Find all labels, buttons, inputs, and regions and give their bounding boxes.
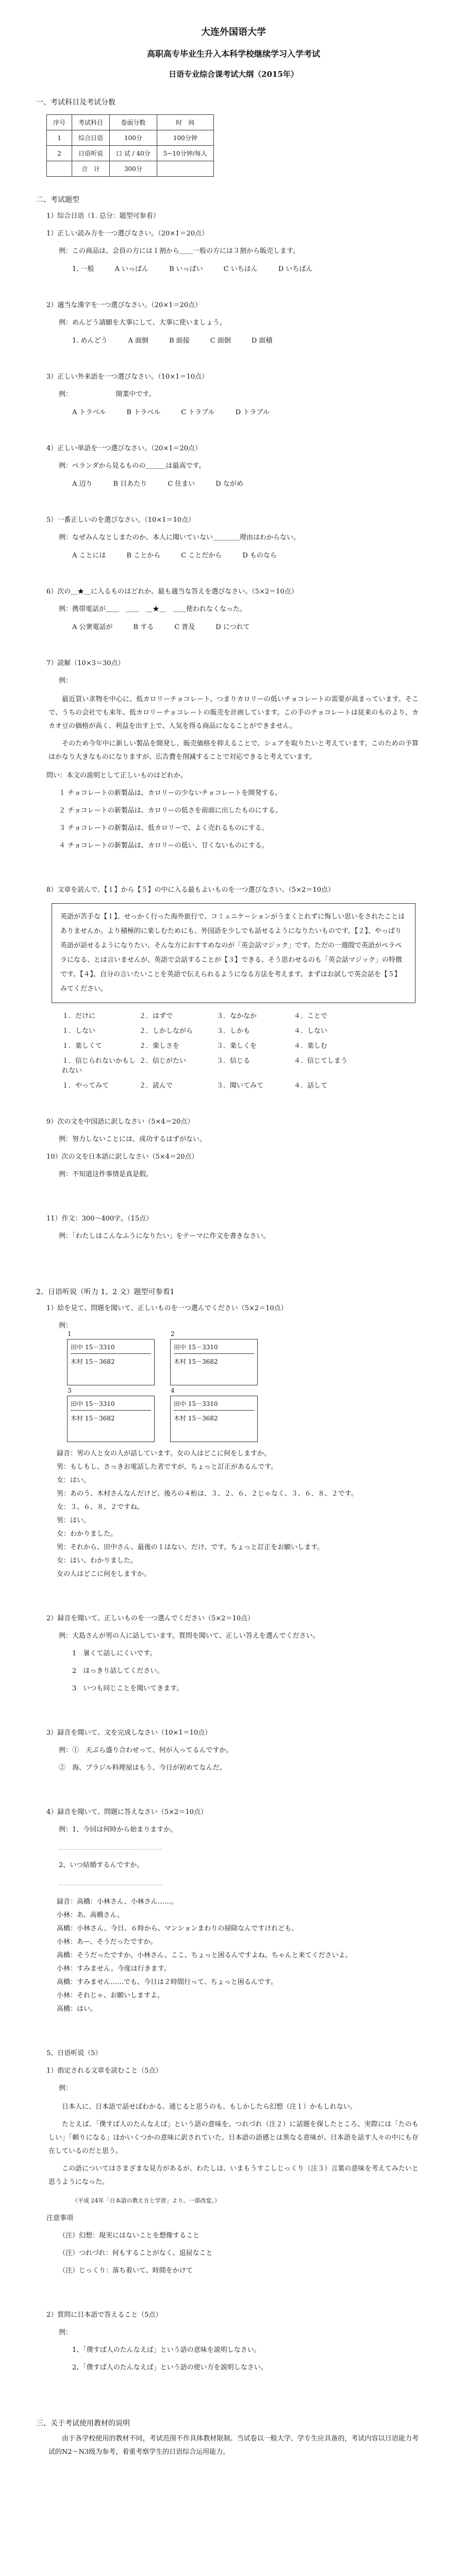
document-header [36,25,431,79]
example-1-10: 例：不知道这件事情是真是假。 [59,1171,153,1178]
dialogue-line: 小林：あ、高橋さん。 [57,1911,124,1919]
phone-card-grid [67,1330,431,1442]
option: ３．なかなか [216,1012,257,1020]
document-subtitle: 日语专业综合课考试大纲（2015年） [169,70,298,79]
options-1-2 [72,335,431,345]
question-1-3: 3）正しい外来語を一つ選びなさい。（10×1＝10点） [46,373,209,381]
example-l3: ② 海、ブラジル料理屋はもう、今日が初めてなんだ。 [59,1764,226,1772]
script-line: 男：はい。 [57,1517,91,1524]
reading-q2-item: 1、「僕すば人のたんなえば」という語の意味を説明しなさい。 [72,2346,261,2354]
phone-card [67,1330,155,1385]
dialogue-line: 小林：あー、そうだったですか。 [57,1938,157,1946]
phone-card [170,1387,258,1442]
example-label: 例： [59,2329,73,2336]
option: ２．信じがたい [139,1057,187,1065]
question-1-10: 10）次の文を日本語に訳しなさい（5×4＝20点） [46,1153,198,1161]
table-cell: 100分 [110,130,157,146]
example-1-1: 例：この商品は、会員の方には１割から＿＿一般の方には３割から販売します。 [59,247,299,255]
option: ３．信じる [216,1057,251,1065]
option: D につれて [215,623,250,631]
listening-question-2: 2）録音を聞いて、正しいものを一つ選んでください（5×2＝10点） [46,1615,254,1622]
question-1-8: 8）文章を読んで、【１】から【５】の中に入る最もよいものを一つ選びなさい。（5×2＝10点） [46,886,335,894]
option: １．楽しくて [62,1042,103,1050]
option: B いっぱい [169,265,203,273]
reading-paragraph: そのため今年中に新しい製品を開発し、販売価格を抑えることで、シェアを取りたいと考えています。このための予算はかなり大きなものになりますが、広告費を削減することで対応できると考えています。 [48,740,419,761]
example-label: 例： [59,2084,73,2092]
dialogue [57,1895,410,2016]
dialogue-line: 小林：すみません。今度は行きます。 [57,1965,171,1973]
table-cell: 100分钟 [157,130,213,146]
dialogue-line: 高橋：そうだったですか。小林さん、ここ、ちょっと困るんですよね。ちゃんと来てくださいよ。 [57,1952,352,1959]
question-1-5: 5）一番正しいのを選びなさい。（10×1＝10点） [46,516,195,524]
option: D ながめ [215,480,243,488]
option: ４．ことで [294,1012,328,1020]
table-row [47,146,214,161]
option: ４．楽しむ [294,1042,328,1050]
reading-question-2: 2）質問に日本語で答えること（5点） [46,2311,162,2319]
option: A トラベル [72,409,106,416]
example-l4: 例：1、今回は何時から始まりますか。 [59,1826,177,1834]
option: １．だけに [62,1012,96,1020]
options-1-6 [72,621,431,631]
option: B 面接 [169,337,190,345]
script-line: 女：はい。 [57,1477,91,1484]
option: 2 はっきり話してください。 [72,1667,164,1675]
options-1-4 [72,478,431,488]
option: 1. 一般 [72,265,94,273]
script-line: 男：もしもし、さっきお電話した者ですが、ちょっと訂正があるんです。 [57,1463,277,1471]
option: B トラベル [126,409,161,416]
table-cell: 口 试 / 40分 [110,146,157,161]
option: D いちばん [278,265,313,273]
reading-question: ２ チョコレートの新製品は、カロリーの低さを前面に出したものにする。 [59,807,282,815]
option: C 面倒 [210,337,231,345]
question-heading: 1）综合日语（1. 总分：题型可参看） [46,212,160,220]
option: ２．しかしながら [139,1027,193,1035]
script-line: 女：はい、わかりました。 [57,1557,138,1565]
table-cell: 综合日语 [72,130,110,146]
card-bottom: 木村 15－3682 [174,1358,218,1365]
section-heading-1: 一、考试科目及考试分数 [36,98,115,107]
reading-paragraph: 日本人に、日本語で話せばわかる、通じると思うのも、もしかしたら幻想（注１）かもしれない。 [62,2103,357,2111]
option: ４．信じてしまう [294,1057,348,1065]
exam-plan-table [46,114,214,177]
example-l3: 例：① 天ぷら盛り合わせって、何が入ってるんですか。 [59,1747,233,1754]
table-cell [157,161,213,177]
reading-q2-item: 2、「僕すば人のたんなえば」という語の使い方を説明しなさい。 [72,2364,268,2371]
example-l2: 例：大島さんが男の人に話しています。質問を聞いて、正しい答えを選んでください。 [59,1632,320,1640]
section-heading-2: 二、考试题型 [36,196,79,204]
option: １．信じられないかもしれない [62,1057,136,1075]
option: C 住まい [168,480,195,488]
table-row [47,161,214,177]
option: １．やってみて [62,1082,109,1090]
options-1-3 [72,406,431,416]
option: ３．しかも [216,1027,251,1035]
reading-paragraph: この語についてはさまざまな見方があるが、わたしは、いまもうすこしじっくり（注３）言葉の意味を考えてみたいと思うようになった。 [48,2165,419,2186]
option: 1 暑くて話しにくいです。 [72,1650,157,1657]
options-1-1 [72,263,431,273]
option: C ことだから [181,552,222,560]
document-title: 高职高专毕业生升入本科学校继续学习入学考试 [146,49,320,59]
card-number: 1 [68,1330,72,1337]
reading-question: ３ チョコレートの新製品は、低カロリーで、よく売れるものにする。 [59,824,269,832]
option: ２．楽しさを [139,1042,180,1050]
reading-source: （平成 24年「日本語の教え方と学習」より。一部改変。） [72,2197,220,2204]
reading-heading: 5、日语听说（5） [46,2049,102,2057]
dialogue-line: 高橋：すみません……でも、今日は２時間行って、ちょっと困るんです。 [57,1978,277,1986]
notes-heading: 注意事項 [46,2214,74,2222]
university-name: 大连外国语大学 [201,27,266,38]
note: （注）つれづれ：何もすることがなく、退屈なこと [59,2249,213,2257]
question-1-6: 6）次の＿★＿に入るものはどれか。最も適当な答えを選びなさい。（5×2＝10点） [46,588,298,596]
option: 3 いつも同じことを聞いてきます。 [72,1685,184,1692]
example-1-2: 例：めんどう請願を大事にして、大事に使いましょう。 [59,319,226,327]
reading-question-heading: 問い：本文の説明として正しいものはどれか。 [46,772,188,779]
reading-paragraph: たとえば、「僕すば人のたんなえば」という語の意味を、つれづれ（注２）に話題を探したところ、実際には「たのもしい」「頼りになる」ほかいくつかの意味に訳されていた。日本語の語感とは異なる意味が、日本語を話す人々の中にも存在しているのだと思う。 [48,2121,419,2155]
answer-line [59,1842,162,1850]
dialogue-line: 録音：高橋：小林さん、小林さん……。 [57,1898,178,1906]
table-cell: 序号 [47,115,72,130]
table-cell: 时 间 [157,115,213,130]
reading-question: ４ チョコレートの新製品は、カロリーの低い、甘くないものにする。 [59,842,269,850]
option: B 日あたり [113,480,147,488]
table-cell: 考试科目 [72,115,110,130]
table-cell: 合 计 [72,161,110,177]
phone-card [170,1330,258,1385]
listening-question-4: 4）録音を聞いて、問題に答えなさい（5×2＝10点） [46,1808,207,1816]
option: ２．読んで [139,1082,173,1090]
question-1-1: 1）正しい読み方を一つ選びなさい。（20×1＝20点） [46,230,209,238]
option: A 公衆電話が [72,623,113,631]
script-line: 録音：男の人と女の人が話しています。女の人はどこに何をしますか。 [57,1450,271,1458]
script-line: 女：３、６、８、２ですね。 [57,1503,144,1511]
script-line: 女：わかりました。 [57,1530,118,1538]
example-l4: 2、いつ結婚するんですか。 [59,1861,144,1869]
answer-line [59,1877,162,1885]
listening-question-1: 1）絵を見て、問題を聞いて、正しいものを一つ選んでください（5×2＝10点） [46,1304,288,1312]
note: （注）幻想：現実にはないことを想像すること [59,2232,200,2240]
section-heading-3: 2、日语听说（听力 1、2 文）题型可参看1 [36,1288,175,1296]
option: ４．しない [294,1027,328,1035]
note: （注）じっくり：落ち着いて、時間をかけて [59,2267,193,2275]
option: A いっぱん [114,265,149,273]
card-number: 3 [68,1387,72,1394]
example-1-9: 例：努力しないことには、成功するはずがない。 [59,1136,207,1143]
card-bottom: 木村 15－3682 [71,1358,115,1365]
phone-card [67,1387,155,1442]
card-number: 2 [171,1330,175,1337]
table-cell: 1 [47,130,72,146]
option: 1. めんどう [72,337,108,345]
table-cell: 2 [47,146,72,161]
option: B する [133,623,154,631]
option: C 普及 [174,623,195,631]
reading-paragraph: 最近買い求物を中心に、低カロリーチョコレート、つまりカロリーの低いチョコレートの需要が高まっています。そこで、うちの会社でも来年、低カロリーチョコレートの販売を計画しています。この手のチョコレートは従来のものより、カカオ豆の価格が高く、利益を出す上で、人気を得る商品になることができません。 [48,696,419,730]
question-1-11: 11）作文：300～400字。（15点） [46,1215,153,1223]
option: A 辺り [72,480,93,488]
card-number: 4 [171,1387,175,1394]
cloze-options [62,1010,431,1090]
card-top: 田中 15－3310 [71,1399,151,1411]
card-bottom: 木村 15－3682 [174,1415,218,1422]
card-top: 田中 15－3310 [71,1343,151,1354]
option: ３．聞いてみて [216,1082,264,1090]
option: A ことには [72,552,106,560]
options-1-5 [72,550,431,560]
question-1-4: 4）正しい単語を一つ選びなさい。（20×1＝20点） [46,445,202,452]
table-cell [47,161,72,177]
option: ４．話して [294,1082,328,1090]
listening-question-3: 3）録音を聞いて、文を完成しなさい（10×1＝10点） [46,1729,212,1737]
dialogue-line: 小林：それじゃ、お願いしますよ。 [57,1992,164,1999]
card-top: 田中 15－3310 [174,1343,254,1354]
reading-instruction: 1）指定される文章を読むこと（5点） [46,2067,162,2075]
question-1-2: 2）適当な漢字を一つ選びなさい。（20×1＝20点） [46,301,202,309]
card-top: 田中 15－3310 [174,1399,254,1411]
option: A 面倒 [128,337,149,345]
cloze-passage-box: 英語が苦手な【１】、せっかく行った海外旅行で、コミュニケーションがうまくとれずに悔しい思いをされたことはありませんか。より積極的に楽しむためにも、外国語を少しでも話せるようになりたいものです。【２】、やっぱり英語が話せるようになりたい、そんな方におすすめなのが「英会話マジック」です。ただの一週間で英語がペラペラになる、とは言いませんが、英語で会話することが【３】できる、そう思わせるのも「英会話マジック」の特徴です。【４】、自分の言いたいことを英語で伝えられるようになる方法を考えます。まずはお試しで英会話を【５】みてください。 [52,903,415,1003]
table-row [47,115,214,130]
table-row [47,130,214,146]
option: C トラブル [181,409,215,416]
section-heading-4: 三、关于考试使用教材的说明 [36,2419,130,2428]
listening-script [57,1447,410,1581]
dialogue-line: 高橋：小林さん、今日、６時から、マンションまわりの掃除なんですけれども、 [57,1925,298,1933]
card-bottom: 木村 15－3682 [71,1415,115,1422]
example-1-5: 例：なぜみんなとしまたのか、本人に聞いていない＿＿＿＿理由はわからない。 [59,534,301,541]
question-1-9: 9）次の文を中国語に訳しなさい（5×4＝20点） [46,1118,194,1126]
reading-question: １ チョコレートの新製品は、カロリーの少ないチョコレートを開発する。 [59,789,282,797]
script-question: 女の人はどこに何をしますか。 [57,1570,151,1578]
example-1-11: 例：「わたしはこんなふうになりたい」をテーマに作文を書きなさい。 [59,1232,270,1240]
example-label: 例： [59,1322,73,1330]
option: １．しない [62,1027,96,1035]
table-cell: 卷面分数 [110,115,157,130]
table-cell: 5~10分钟/每人 [157,146,213,161]
example-1-4: 例：ペランダから見るものの＿＿＿は最高です。 [59,462,206,470]
example-1-6: 例：携帯電話が＿＿ ＿＿ ＿★＿ ＿＿使われなくなった。 [59,605,247,613]
section-4-body: 由于各学校使用的教材不同，考试范围不作具体教材限制。当试卷以一般大学、学专生应具备的，考试内容以日语能力考试的N2～N3级为参考，着重考察学生的日语综合运用能力。 [48,2435,419,2456]
dialogue-line: 高橋：はい。 [57,2005,97,2013]
option: D トラブル [235,409,270,416]
option: ３．楽しくを [216,1042,257,1050]
option: B ことから [126,552,161,560]
option: D 面積 [251,337,273,345]
option: C いちはん [223,265,258,273]
question-1-7: 7）読解（10×3＝30点） [46,659,125,667]
option: D ものなら [242,552,277,560]
script-line: 男：あのう、木村さんなんだけど、後ろの４桁は、３、２、６、２じゃなく、３、６、８、２です。 [57,1490,358,1498]
table-cell: 300分 [110,161,157,177]
example-1-3: 例： 開業中です。 [59,391,156,398]
table-cell: 日语听说 [72,146,110,161]
script-line: 男：それから、田中さん、最後の１はない、だけ、です。ちょっと訂正をお願いします。 [57,1544,324,1551]
example-label: 例： [59,677,73,685]
option: ２．はずで [139,1012,173,1020]
